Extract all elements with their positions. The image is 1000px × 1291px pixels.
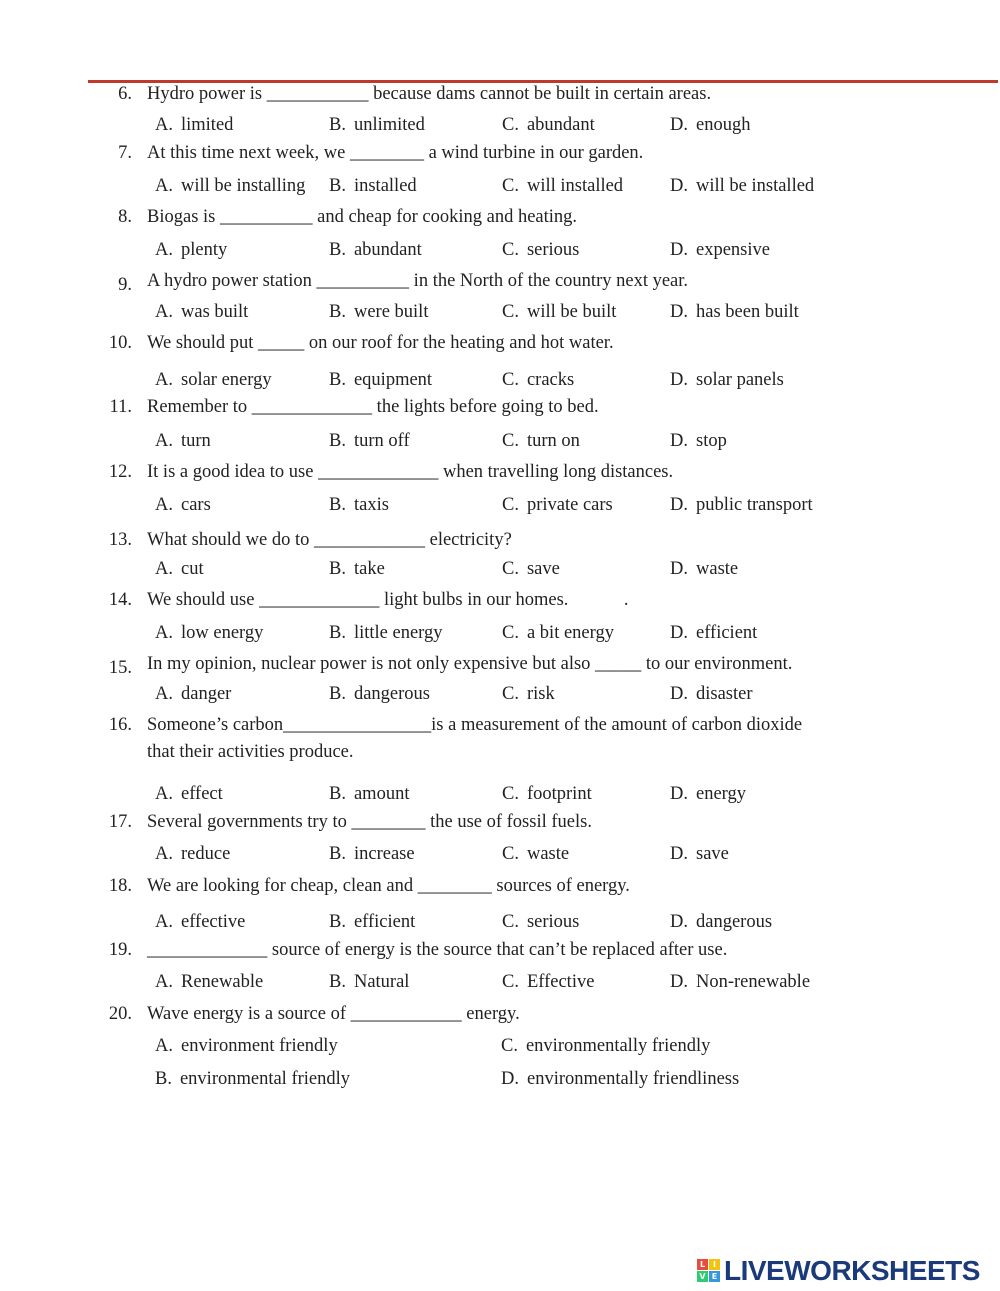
option-text: stop: [696, 431, 727, 451]
question-11: [0, 394, 1000, 420]
option-a[interactable]: [155, 492, 211, 518]
question-number: 19.: [108, 940, 132, 960]
option-text: has been built: [696, 302, 799, 322]
option-text: will be installing: [181, 176, 306, 196]
option-text: increase: [353, 844, 415, 864]
option-letter: B.: [329, 912, 346, 932]
option-letter: B.: [329, 176, 346, 196]
option-text: Effective: [526, 972, 595, 992]
option-d[interactable]: [670, 781, 746, 807]
liveworksheets-logo: [697, 1256, 993, 1286]
option-text: turn: [181, 431, 211, 451]
option-letter: D.: [501, 1069, 519, 1089]
option-text: taxis: [353, 495, 389, 515]
option-text: environment friendly: [181, 1036, 338, 1056]
option-text: efficient: [353, 912, 416, 932]
option-letter: C.: [501, 1036, 518, 1056]
question-number: 12.: [108, 462, 132, 482]
option-letter: D.: [670, 844, 688, 864]
option-a[interactable]: [155, 841, 230, 867]
option-text: plenty: [181, 240, 228, 260]
option-text: take: [353, 559, 385, 579]
option-b[interactable]: [329, 556, 385, 582]
question-text: It is a good idea to use _____________ when travelling long distances.: [147, 462, 674, 482]
option-text: installed: [353, 176, 417, 196]
option-b[interactable]: [329, 620, 443, 646]
question-text-continued: that their activities produce.: [147, 742, 354, 762]
option-text: solar panels: [696, 370, 784, 390]
option-letter: A.: [155, 240, 173, 260]
option-letter: B.: [155, 1069, 172, 1089]
option-text: cars: [181, 495, 211, 515]
option-c[interactable]: [502, 173, 623, 199]
option-c[interactable]: [502, 781, 592, 807]
question-number: 15.: [108, 658, 132, 678]
option-letter: A.: [155, 623, 173, 643]
option-d[interactable]: [670, 112, 750, 138]
option-text: efficient: [696, 623, 758, 643]
question-14: [0, 587, 1000, 613]
option-b[interactable]: [155, 1066, 350, 1092]
option-letter: B.: [329, 240, 346, 260]
option-letter: D.: [670, 784, 688, 804]
option-text: dangerous: [353, 684, 431, 704]
option-d[interactable]: [670, 367, 784, 393]
question-18: [0, 873, 1000, 899]
question-text: In my opinion, nuclear power is not only expensive but also _____ to our environment.: [147, 654, 793, 674]
option-letter: A.: [155, 370, 173, 390]
option-letter: C.: [502, 972, 519, 992]
question-number: 6.: [118, 84, 132, 104]
question-text: We should put _____ on our roof for the heating and hot water.: [147, 333, 614, 353]
question-13: [0, 527, 1000, 553]
option-text: amount: [353, 784, 410, 804]
option-text: will be installed: [696, 176, 815, 196]
option-text: little energy: [353, 623, 443, 643]
option-letter: C.: [502, 559, 519, 579]
option-text: public transport: [696, 495, 813, 515]
logo-tile-e: E: [709, 1271, 720, 1282]
option-letter: A.: [155, 912, 173, 932]
option-letter: A.: [155, 972, 173, 992]
option-c[interactable]: [501, 1033, 710, 1059]
option-letter: D.: [670, 559, 688, 579]
question-text: At this time next week, we ________ a wind turbine in our garden.: [147, 143, 644, 163]
question-number: 17.: [108, 812, 132, 832]
option-letter: C.: [502, 623, 519, 643]
option-text: abundant: [353, 240, 422, 260]
option-letter: C.: [502, 495, 519, 515]
option-a[interactable]: [155, 681, 231, 707]
option-b[interactable]: [329, 969, 409, 995]
question-text: Several governments try to ________ the use of fossil fuels.: [147, 812, 592, 832]
option-b[interactable]: [329, 367, 432, 393]
option-d[interactable]: [670, 969, 810, 995]
option-letter: B.: [329, 431, 346, 451]
option-text: cracks: [526, 370, 575, 390]
option-a[interactable]: [155, 1033, 338, 1059]
option-text: unlimited: [353, 115, 425, 135]
option-letter: B.: [329, 623, 346, 643]
option-a[interactable]: [155, 299, 248, 325]
option-text: were built: [353, 302, 429, 322]
option-letter: A.: [155, 1036, 173, 1056]
option-letter: D.: [670, 431, 688, 451]
option-letter: B.: [329, 784, 346, 804]
option-c[interactable]: [502, 237, 579, 263]
logo-tile-v: V: [697, 1271, 708, 1282]
option-letter: C.: [502, 431, 519, 451]
option-letter: C.: [502, 784, 519, 804]
option-letter: A.: [155, 495, 173, 515]
question-number: 10.: [108, 333, 132, 353]
question-8: [0, 204, 1000, 230]
option-text: serious: [526, 240, 580, 260]
option-d[interactable]: [501, 1066, 739, 1092]
option-letter: B.: [329, 370, 346, 390]
option-text: disaster: [696, 684, 753, 704]
option-text: low energy: [181, 623, 264, 643]
option-c[interactable]: [502, 492, 613, 518]
option-letter: D.: [670, 302, 688, 322]
question-15: [0, 651, 1000, 677]
option-letter: C.: [502, 115, 519, 135]
option-letter: B.: [329, 844, 346, 864]
option-letter: B.: [329, 559, 346, 579]
question-text: _____________ source of energy is the source that can’t be replaced after use.: [147, 940, 728, 960]
option-d[interactable]: [670, 428, 727, 454]
option-c[interactable]: [502, 620, 614, 646]
question-17: [0, 809, 1000, 835]
option-b[interactable]: [329, 299, 428, 325]
option-letter: A.: [155, 684, 173, 704]
option-letter: D.: [670, 240, 688, 260]
option-text: abundant: [526, 115, 595, 135]
question-number: 9.: [118, 275, 132, 295]
option-a[interactable]: [155, 909, 245, 935]
option-b[interactable]: [329, 237, 422, 263]
option-text: waste: [696, 559, 739, 579]
option-a[interactable]: [155, 781, 223, 807]
option-a[interactable]: [155, 620, 263, 646]
question-number: 13.: [108, 530, 132, 550]
option-text: expensive: [696, 240, 770, 260]
logo-tile-i: I: [709, 1259, 720, 1270]
option-letter: B.: [329, 115, 346, 135]
option-c[interactable]: [502, 112, 595, 138]
option-d[interactable]: [670, 620, 757, 646]
option-b[interactable]: [329, 492, 389, 518]
question-number: 20.: [108, 1004, 132, 1024]
question-text: We are looking for cheap, clean and ________ sources of energy.: [147, 876, 630, 896]
option-letter: A.: [155, 302, 173, 322]
question-number: 11.: [109, 397, 132, 417]
question-number: 7.: [118, 143, 132, 163]
option-text: effect: [181, 784, 223, 804]
option-text: environmentally friendliness: [527, 1069, 740, 1089]
option-d[interactable]: [670, 556, 738, 582]
option-text: turn off: [353, 431, 410, 451]
option-letter: A.: [155, 431, 173, 451]
question-text: Remember to _____________ the lights before going to bed.: [147, 397, 599, 417]
option-a[interactable]: [155, 969, 263, 995]
option-letter: C.: [502, 302, 519, 322]
option-letter: C.: [502, 912, 519, 932]
option-d[interactable]: [670, 841, 729, 867]
option-d[interactable]: [670, 909, 772, 935]
option-a[interactable]: [155, 173, 305, 199]
question-10: [0, 330, 1000, 356]
option-letter: D.: [670, 495, 688, 515]
option-a[interactable]: [155, 556, 204, 582]
option-letter: A.: [155, 115, 173, 135]
option-text: will be built: [526, 302, 617, 322]
option-d[interactable]: [670, 299, 799, 325]
option-letter: A.: [155, 559, 173, 579]
question-text: Hydro power is ___________ because dams cannot be built in certain areas.: [147, 84, 712, 104]
option-b[interactable]: [329, 781, 409, 807]
option-text: turn on: [526, 431, 580, 451]
option-text: equipment: [353, 370, 433, 390]
option-letter: C.: [502, 240, 519, 260]
option-a[interactable]: [155, 237, 227, 263]
option-letter: B.: [329, 972, 346, 992]
question-text: We should use _____________ light bulbs in our homes. .: [147, 590, 629, 610]
question-number: 16.: [108, 715, 132, 735]
option-text: environmental friendly: [179, 1069, 351, 1089]
option-c[interactable]: [502, 428, 580, 454]
option-text: cut: [181, 559, 204, 579]
logo-tile-l: L: [697, 1259, 708, 1270]
option-b[interactable]: [329, 681, 430, 707]
option-c[interactable]: [502, 909, 579, 935]
option-letter: A.: [155, 784, 173, 804]
question-19: [0, 937, 1000, 963]
question-number: 8.: [118, 207, 132, 227]
option-text: limited: [181, 115, 234, 135]
question-16: [0, 712, 1000, 738]
option-text: private cars: [526, 495, 613, 515]
option-text: Non-renewable: [696, 972, 811, 992]
option-text: a bit energy: [526, 623, 614, 643]
question-7: [0, 140, 1000, 166]
option-text: Renewable: [181, 972, 264, 992]
option-text: enough: [696, 115, 751, 135]
option-letter: C.: [502, 176, 519, 196]
option-b[interactable]: [329, 841, 415, 867]
question-6: [0, 81, 1000, 107]
option-b[interactable]: [329, 173, 417, 199]
option-letter: D.: [670, 623, 688, 643]
option-letter: D.: [670, 370, 688, 390]
option-text: energy: [696, 784, 746, 804]
option-text: environmentally friendly: [525, 1036, 711, 1056]
option-b[interactable]: [329, 112, 425, 138]
option-letter: C.: [502, 684, 519, 704]
option-letter: A.: [155, 176, 173, 196]
question-text: Wave energy is a source of ____________ energy.: [147, 1004, 520, 1024]
option-letter: B.: [329, 684, 346, 704]
logo-text: LIVEWORKSHEETS: [724, 1255, 980, 1286]
option-c[interactable]: [502, 969, 594, 995]
question-number: 18.: [108, 876, 132, 896]
option-a[interactable]: [155, 428, 211, 454]
option-text: waste: [526, 844, 570, 864]
option-b[interactable]: [329, 909, 415, 935]
option-text: was built: [181, 302, 249, 322]
option-c[interactable]: [502, 556, 560, 582]
option-letter: C.: [502, 844, 519, 864]
question-9: [0, 268, 1000, 294]
option-letter: C.: [502, 370, 519, 390]
option-c[interactable]: [502, 681, 555, 707]
option-letter: D.: [670, 115, 688, 135]
option-letter: B.: [329, 302, 346, 322]
question-text: Biogas is __________ and cheap for cooking and heating.: [147, 207, 578, 227]
option-text: footprint: [526, 784, 592, 804]
option-text: save: [526, 559, 560, 579]
option-letter: D.: [670, 912, 688, 932]
option-text: solar energy: [181, 370, 272, 390]
option-text: save: [696, 844, 729, 864]
option-c[interactable]: [502, 367, 574, 393]
question-20: [0, 1001, 1000, 1027]
option-c[interactable]: [502, 841, 569, 867]
question-text: A hydro power station __________ in the North of the country next year.: [147, 271, 689, 291]
option-letter: A.: [155, 844, 173, 864]
question-number: 14.: [108, 590, 132, 610]
option-d[interactable]: [670, 492, 813, 518]
question-12: [0, 459, 1000, 485]
option-text: dangerous: [696, 912, 773, 932]
option-d[interactable]: [670, 173, 814, 199]
option-text: will installed: [526, 176, 624, 196]
option-letter: B.: [329, 495, 346, 515]
option-text: Natural: [353, 972, 410, 992]
option-text: serious: [526, 912, 580, 932]
option-text: risk: [526, 684, 555, 704]
option-letter: D.: [670, 684, 688, 704]
logo-icon: [697, 1259, 721, 1283]
option-text: danger: [181, 684, 232, 704]
option-a[interactable]: [155, 367, 272, 393]
option-letter: D.: [670, 176, 688, 196]
option-c[interactable]: [502, 299, 616, 325]
question-text: What should we do to ____________ electricity?: [147, 530, 512, 550]
option-b[interactable]: [329, 428, 410, 454]
question-text: Someone’s carbon________________is a measurement of the amount of carbon dioxide: [147, 715, 803, 735]
option-a[interactable]: [155, 112, 233, 138]
option-text: reduce: [181, 844, 231, 864]
option-d[interactable]: [670, 681, 753, 707]
option-d[interactable]: [670, 237, 770, 263]
option-text: effective: [181, 912, 246, 932]
option-letter: D.: [670, 972, 688, 992]
